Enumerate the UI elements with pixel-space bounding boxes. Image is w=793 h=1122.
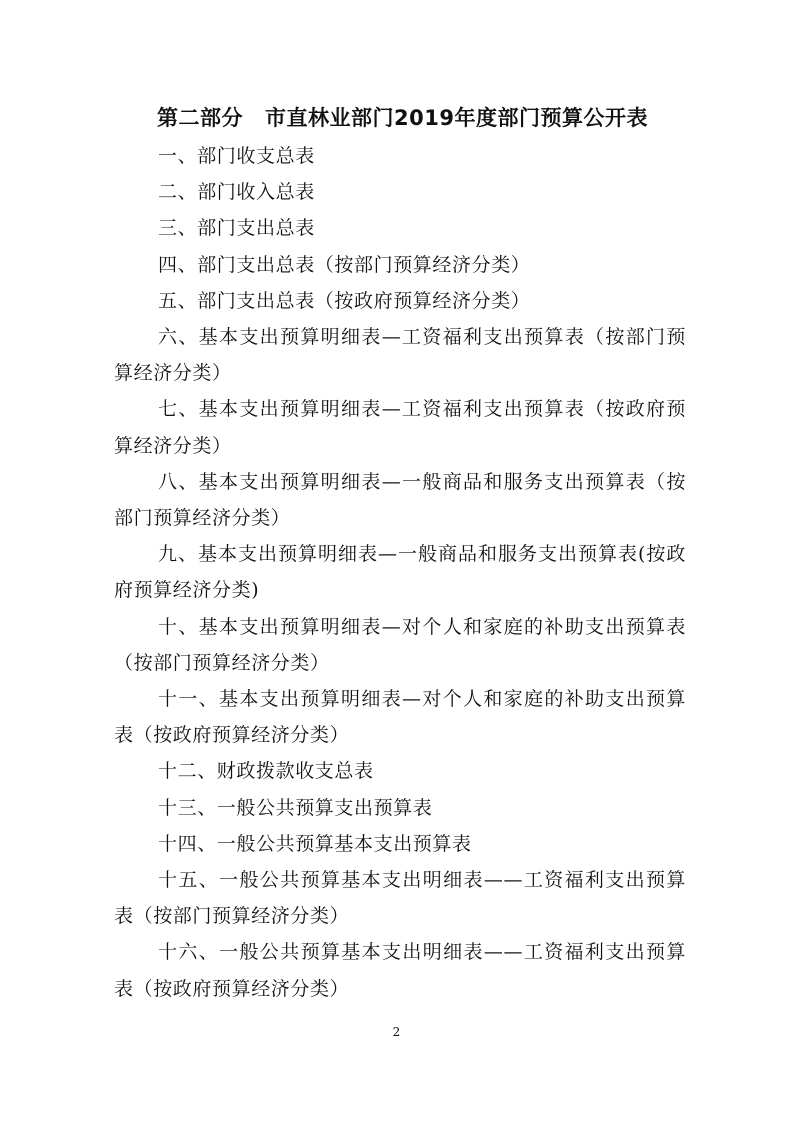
list-item: 二、部门收入总表 [158,181,315,204]
list-item: 七、基本支出预算明细表—工资福利支出预算表（按政府预算经济分类） [114,398,686,457]
list-item: 九、基本支出预算明细表—一般商品和服务支出预算表(按政府预算经济分类) [114,543,686,602]
list-item: 十二、财政拨款收支总表 [158,760,374,783]
list-item: 十、基本支出预算明细表—对个人和家庭的补助支出预算表（按部门预算经济分类） [114,615,686,674]
page-number: 2 [392,1025,401,1039]
title-part: 第二部分 [157,106,243,130]
list-item: 一、部门收支总表 [158,145,315,167]
list-item: 六、基本支出预算明细表—工资福利支出预算表（按部门预算经济分类） [114,326,686,385]
list-item: 十五、一般公共预算基本支出明细表——工资福利支出预算表（按部门预算经济分类） [114,869,686,928]
table-list [114,138,686,1007]
list-item: 十一、基本支出预算明细表—对个人和家庭的补助支出预算表（按政府预算经济分类） [114,688,686,747]
list-item: 四、部门支出总表（按部门预算经济分类） [158,253,531,276]
list-item: 五、部门支出总表（按政府预算经济分类） [158,289,531,312]
title-main: 市直林业部门2019年度部门预算公开表 [265,106,648,130]
list-item: 十三、一般公共预算支出预算表 [158,796,433,819]
list-item: 三、部门支出总表 [158,217,315,240]
list-item: 十四、一般公共预算基本支出预算表 [158,832,472,855]
list-item: 十六、一般公共预算基本支出明细表——工资福利支出预算表（按政府预算经济分类） [114,941,686,1000]
list-item: 八、基本支出预算明细表—一般商品和服务支出预算表（按部门预算经济分类） [114,470,686,530]
page-title [157,104,677,132]
